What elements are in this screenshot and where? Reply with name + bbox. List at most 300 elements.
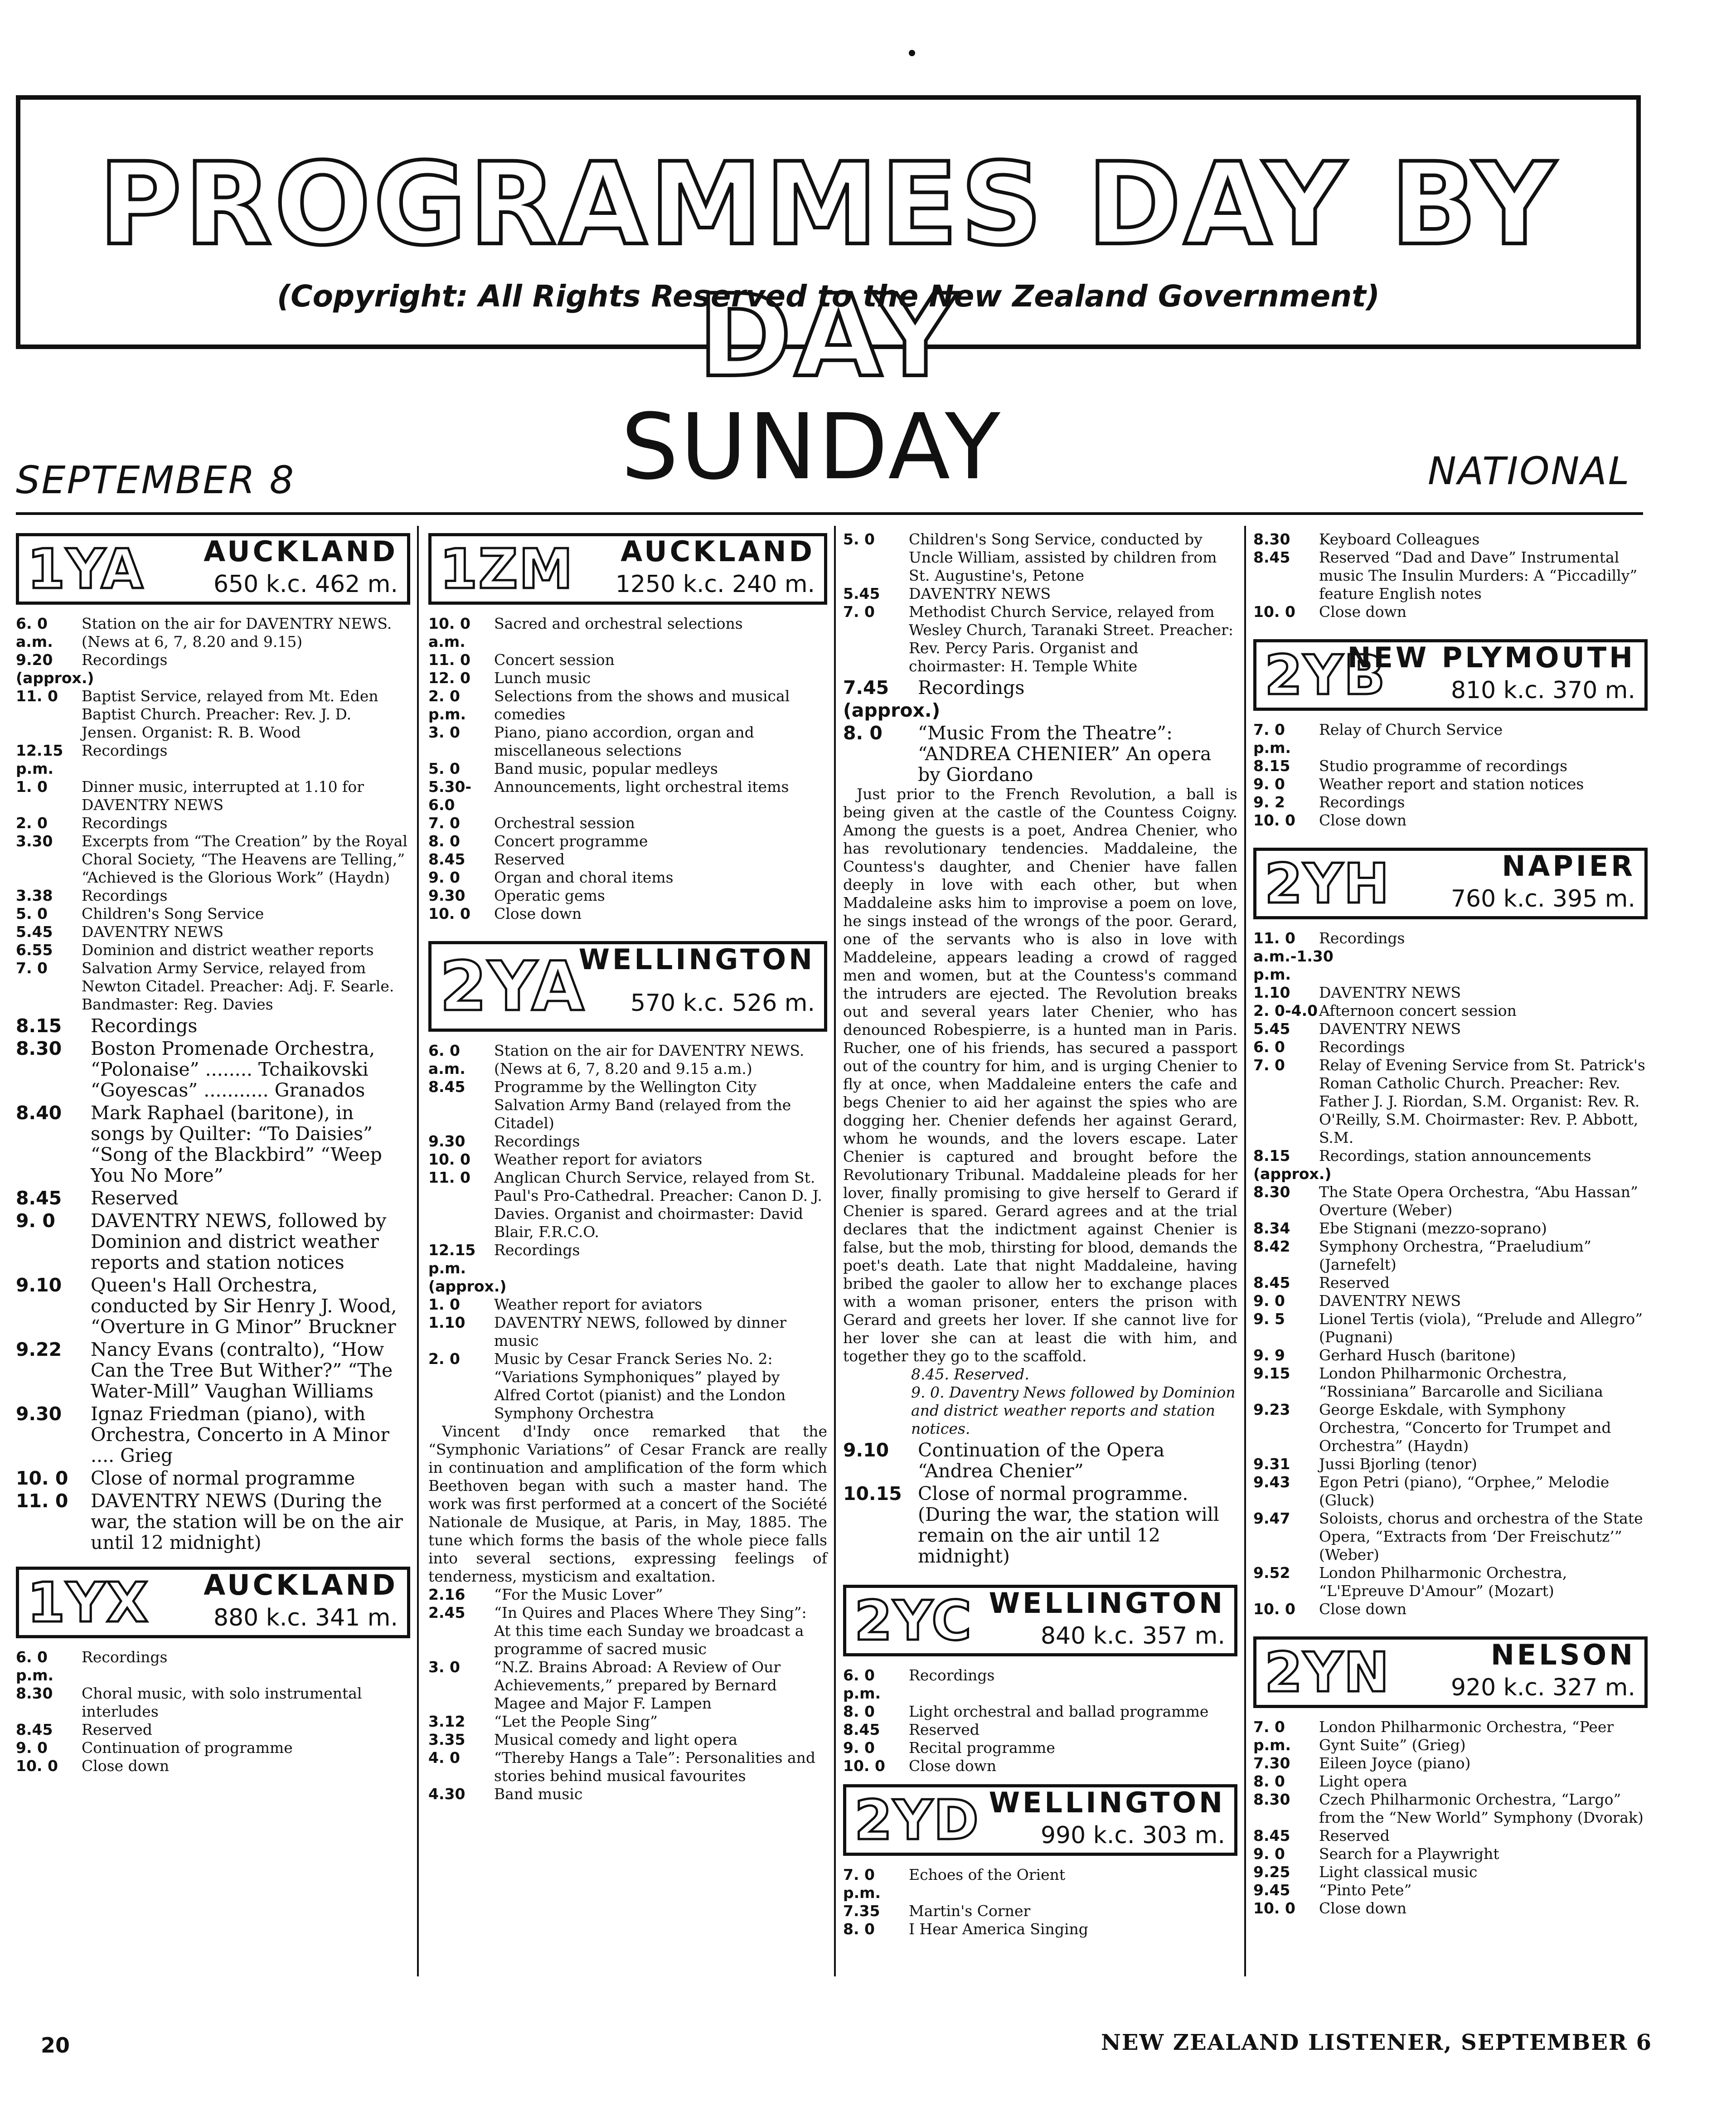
schedule-entry xyxy=(428,687,827,723)
schedule-entry xyxy=(1253,1564,1648,1600)
entry-time: 8.34 xyxy=(1253,1219,1290,1237)
page-number: 20 xyxy=(41,2033,70,2058)
entry-description: London Philharmonic Orchestra, “L'Epreuve D'Amour” (Mozart) xyxy=(1319,1564,1567,1600)
schedule-1ya xyxy=(16,615,410,1014)
entry-description: Recordings xyxy=(918,677,1025,699)
copyright-notice: (Copyright: All Rights Reserved to the New Zealand Government) xyxy=(277,279,1380,314)
entry-description: Egon Petri (piano), “Orphee,” Melodie (Gluck) xyxy=(1319,1473,1610,1509)
schedule-1ya-evening xyxy=(16,1015,410,1553)
entry-time: 7. 0 p.m. xyxy=(1253,1718,1291,1754)
schedule-entry xyxy=(428,778,827,814)
entry-time: 9.22 xyxy=(16,1339,62,1360)
entry-description: DAVENTRY NEWS xyxy=(1319,1292,1461,1310)
entry-time: 7. 0 p.m. xyxy=(843,1866,881,1902)
schedule-entry xyxy=(428,1132,827,1150)
entry-description: Reserved xyxy=(909,1721,980,1738)
schedule-entry xyxy=(1253,1881,1648,1899)
entry-description: “In Quires and Places Where They Sing”: At this time each Sunday we broadcast a programme of sacred music xyxy=(494,1604,807,1658)
entry-description: I Hear America Singing xyxy=(909,1920,1088,1938)
entry-description: Recordings xyxy=(82,887,168,904)
schedule-entry xyxy=(428,723,827,760)
entry-description: Close down xyxy=(494,905,582,922)
entry-description: “N.Z. Brains Abroad: A Review of Our Achievements,” prepared by Bernard Magee and Major F. Lampen xyxy=(494,1658,781,1712)
schedule-entry xyxy=(16,1275,410,1337)
entry-description: Salvation Army Service, relayed from Newton Citadel. Preacher: Adj. F. Searle. Bandmaster: Reg. Davies xyxy=(82,959,394,1013)
entry-description: Recordings xyxy=(909,1666,995,1684)
entry-time: 9.20 xyxy=(16,651,53,669)
date-label: SEPTEMBER 8 xyxy=(16,458,296,502)
schedule-2ya-opera xyxy=(843,677,1237,785)
entry-description: Light classical music xyxy=(1319,1863,1478,1881)
station-city: AUCKLAND xyxy=(621,535,815,568)
schedule-entry xyxy=(428,832,827,850)
entry-time: 3.38 xyxy=(16,887,53,904)
station-call-sign: 2YC xyxy=(854,1590,973,1653)
station-frequency: 650 k.c. 462 m. xyxy=(213,571,398,598)
schedule-entry xyxy=(16,1721,410,1739)
entry-time: 11. 0 xyxy=(428,651,470,669)
schedule-entry xyxy=(843,1483,1237,1567)
entry-time: 11. 0 a.m.-1.30 p.m. xyxy=(1253,929,1334,983)
schedule-entry xyxy=(16,1038,410,1101)
entry-description: Close down xyxy=(1319,1600,1407,1618)
entry-description: Station on the air for DAVENTRY NEWS. (News at 6, 7, 8.20 and 9.15) xyxy=(82,615,392,650)
entry-description: DAVENTRY NEWS (During the war, the station will be on the air until 12 midnight) xyxy=(91,1490,403,1553)
entry-time: 8. 0 xyxy=(843,722,883,744)
schedule-entry xyxy=(843,1739,1237,1757)
station-city: AUCKLAND xyxy=(204,1568,398,1602)
entry-description: Recordings xyxy=(91,1015,198,1037)
entry-time: 9.30 xyxy=(16,1403,62,1425)
entry-time: 9.10 xyxy=(843,1439,889,1461)
opera-synopsis: Just prior to the French Revolution, a ball is being given at the castle of the Countess Coigny. Among the guests is a poet, Andrea Chenier, who has revolutionary tendencies. Maddaleine, the Countess's daughter, and Chenier have fallen deeply in love with each other, but when Maddaleine asks him to improvise a poem on love, he sings instead of the wrongs of the poor. Gerard, one of the servants who is also in love with Maddeleine, appears leading a crowd of ragged men and women, but at the Countess's command the intruders are ejected. The Revolution breaks out and several years later Chenier, who has denounced Robespierre, is a hunted man in Paris. Rucher, one of his friends, has secured a passport out of the country for him, and is urging Chenier to fly at once, when Maddaleine enters the cafe and begs Chenier to aid her against the spies who are dogging her. Chenier defends her against Gerard, whom he wounds, and the lovers escape. Later Chenier is captured and brought before the Revolutionary Tribunal. Maddaleine pleads for her lover, finally promising to give herself to Gerard if Chenier is spared. Gerard agrees and at the trial declares that the indictment against Chenier is false, but the mob, thirsting for blood, demands the poet's death. Late that night Maddaleine, having bribed the gaoler to allow her to exchange places with a woman prisoner, enters the prison with Gerard and greets her lover. If she cannot live for her lover she can at least die with him, and together they go to the scaffold. xyxy=(843,785,1237,1365)
entry-description: Reserved xyxy=(1319,1827,1390,1844)
schedule-entry xyxy=(1253,1292,1648,1310)
entry-time: 10.15 xyxy=(843,1483,902,1505)
schedule-entry xyxy=(1253,1455,1648,1473)
entry-time: 7. 0 xyxy=(1253,1056,1285,1074)
entry-time: 10. 0 xyxy=(843,1757,885,1775)
station-call-sign: 2YD xyxy=(854,1789,980,1852)
schedule-entry xyxy=(428,1350,827,1422)
entry-description: Lunch music xyxy=(494,669,591,687)
entry-description: Concert session xyxy=(494,651,615,669)
entry-description: Recordings xyxy=(494,1132,580,1150)
schedule-entry xyxy=(428,1169,827,1241)
entry-time: 11. 0 xyxy=(16,1490,68,1512)
entry-time: 8.30 xyxy=(1253,1791,1290,1808)
entry-time: 3.35 xyxy=(428,1731,466,1748)
schedule-entry xyxy=(16,959,410,1014)
station-call-sign: 1ZM xyxy=(440,538,574,601)
schedule-entry xyxy=(843,1920,1237,1938)
entry-description: Reserved xyxy=(82,1721,152,1738)
schedule-2ya-afternoon xyxy=(428,1586,827,1803)
entry-description: Station on the air for DAVENTRY NEWS. (News at 6, 7, 8.20 and 9.15 a.m.) xyxy=(494,1042,805,1077)
schedule-entry xyxy=(843,1902,1237,1920)
entry-time: 9. 0 xyxy=(843,1739,875,1757)
schedule-entry xyxy=(1253,775,1648,793)
entry-description: Keyboard Colleagues xyxy=(1319,530,1480,548)
printer-dot xyxy=(909,50,915,56)
entry-description: Close down xyxy=(1319,1899,1407,1917)
entry-description xyxy=(82,669,410,687)
entry-time: 9. 9 xyxy=(1253,1346,1285,1364)
entry-description xyxy=(918,700,1237,721)
entry-description: DAVENTRY NEWS xyxy=(1319,1020,1461,1038)
schedule-entry xyxy=(1253,1473,1648,1509)
page-title: PROGRAMMES DAY BY DAY xyxy=(98,138,1558,402)
entry-description: Recordings xyxy=(1319,929,1405,947)
schedule-entry xyxy=(428,905,827,923)
entry-time: 8. 0 xyxy=(428,832,460,850)
entry-time: 1.10 xyxy=(428,1314,466,1331)
entry-time: 7. 0 xyxy=(428,814,460,832)
entry-time: 11. 0 xyxy=(16,687,58,705)
schedule-entry xyxy=(1253,1364,1648,1401)
entry-description: DAVENTRY NEWS xyxy=(82,923,224,941)
column-rule xyxy=(834,526,836,1976)
entry-time: 3. 0 xyxy=(428,723,460,741)
entry-time: 10. 0 xyxy=(1253,603,1295,621)
entry-time: 9. 0 xyxy=(1253,775,1285,793)
entry-time: 8.45 xyxy=(16,1187,62,1209)
schedule-entry xyxy=(1253,793,1648,811)
schedule-2yh xyxy=(1253,929,1648,1618)
entry-description: Light opera xyxy=(1319,1772,1407,1790)
station-box-2yh xyxy=(1253,848,1648,919)
station-frequency: 840 k.c. 357 m. xyxy=(1040,1622,1225,1650)
entry-time: 6. 0 p.m. xyxy=(16,1648,54,1684)
entry-description: Dominion and district weather reports xyxy=(82,941,374,959)
entry-description: Czech Philharmonic Orchestra, “Largo” from the “New World” Symphony (Dvorak) xyxy=(1319,1791,1644,1826)
entry-time: 8. 0 xyxy=(1253,1772,1285,1790)
column-rule xyxy=(1244,526,1246,1976)
schedule-entry xyxy=(1253,1509,1648,1564)
entry-time: 8.45 xyxy=(1253,1827,1290,1844)
entry-description: DAVENTRY NEWS xyxy=(909,585,1051,602)
entry-time: 9.23 xyxy=(1253,1401,1290,1418)
entry-time: 12.15 p.m. xyxy=(16,742,63,777)
title-banner xyxy=(16,95,1641,402)
entry-time: (approx.) xyxy=(843,699,941,721)
station-frequency: 880 k.c. 341 m. xyxy=(213,1604,398,1631)
station-box-1zm xyxy=(428,533,827,605)
station-city: NAPIER xyxy=(1502,849,1635,883)
entry-time: 9.30 xyxy=(428,887,466,904)
entry-time: 2. 0 p.m. xyxy=(428,687,466,723)
entry-time: 8. 0 xyxy=(843,1703,875,1720)
entry-description: George Eskdale, with Symphony Orchestra, “Concerto for Trumpet and Orchestra” (Haydn) xyxy=(1319,1401,1611,1455)
column-rule xyxy=(417,526,419,1976)
station-frequency: 570 k.c. 526 m. xyxy=(630,990,815,1017)
station-frequency: 990 k.c. 303 m. xyxy=(1040,1822,1225,1849)
entry-time: 8.45 xyxy=(428,850,466,868)
schedule-2yc xyxy=(843,1666,1237,1775)
entry-time: 8.30 xyxy=(16,1684,53,1702)
station-call-sign: 2YN xyxy=(1265,1641,1390,1704)
entry-description: Soloists, chorus and orchestra of the State Opera, “Extracts from ‘Der Freischutz’” (Weber) xyxy=(1319,1509,1643,1563)
entry-time: 10. 0 xyxy=(428,905,470,922)
schedule-2ya-evening xyxy=(843,530,1237,675)
schedule-entry xyxy=(1253,1147,1648,1183)
schedule-entry xyxy=(1253,1791,1648,1827)
entry-description: Recordings xyxy=(82,1648,168,1666)
schedule-entry xyxy=(843,1866,1237,1902)
entry-description: Music by Cesar Franck Series No. 2: “Variations Symphoniques” played by Alfred Cortot (pianist) and the London Symphony Orchestra xyxy=(494,1350,786,1422)
entry-description: Recordings, station announcements xyxy=(1319,1147,1591,1165)
network-label: NATIONAL xyxy=(1428,449,1631,493)
schedule-entry xyxy=(16,1648,410,1684)
column-4 xyxy=(1253,530,1648,1917)
franck-note: Vincent d'Indy once remarked that the “Symphonic Variations” of Cesar Franck are really in continuation and amplification of the form which Beethoven began with such a master hand. The work was first performed at a concert of the Société Nationale de Musique, at Paris, in May, 1885. The tune which forms the basis of the whole piece falls into several sections, expressing feelings of tenderness, mysticism and exaltation. xyxy=(428,1422,827,1585)
entry-description: Ignaz Friedman (piano), with Orchestra, Concerto in A Minor .... Grieg xyxy=(91,1403,389,1466)
schedule-entry xyxy=(16,1188,410,1209)
schedule-entry xyxy=(16,1102,410,1186)
entry-time: 2. 0 xyxy=(16,814,48,832)
schedule-2yd-continued xyxy=(1253,530,1648,621)
schedule-entry xyxy=(428,1658,827,1713)
entry-description: Continuation of the Opera “Andrea Chenier” xyxy=(918,1439,1165,1482)
entry-description: Recordings xyxy=(1319,793,1405,811)
entry-description: “Let the People Sing” xyxy=(494,1713,658,1730)
schedule-entry xyxy=(16,651,410,669)
schedule-entry xyxy=(16,1490,410,1553)
schedule-entry xyxy=(16,1015,410,1036)
entry-description: Sacred and orchestral selections xyxy=(494,615,743,632)
entry-description: Orchestral session xyxy=(494,814,635,832)
schedule-entry xyxy=(428,887,827,905)
schedule-entry xyxy=(16,1210,410,1273)
entry-time: 1.10 xyxy=(1253,984,1290,1001)
schedule-entry xyxy=(16,887,410,905)
column-3 xyxy=(843,530,1237,1938)
entry-description: Echoes of the Orient xyxy=(909,1866,1066,1883)
entry-time: 5.45 xyxy=(1253,1020,1290,1038)
schedule-entry xyxy=(1253,1772,1648,1791)
schedule-entry xyxy=(16,615,410,651)
schedule-entry xyxy=(428,1314,827,1350)
schedule-entry xyxy=(428,869,827,887)
entry-description: Choral music, with solo instrumental interludes xyxy=(82,1684,362,1720)
schedule-entry xyxy=(1253,757,1648,775)
schedule-2ya-late xyxy=(843,1440,1237,1567)
station-box-2yc xyxy=(843,1585,1237,1656)
schedule-entry xyxy=(843,585,1237,603)
schedule-entry xyxy=(843,677,1237,698)
entry-description: Close down xyxy=(1319,811,1407,829)
entry-description: Gerhard Husch (baritone) xyxy=(1319,1346,1516,1364)
entry-description: Recordings xyxy=(494,1241,580,1259)
entry-description: Relay of Evening Service from St. Patrick's Roman Catholic Church. Preacher: Rev. Father J. J. Riordan, S.M. Organist: Rev. R. O'Reilly, S.M. Choirmaster: Rev. P. Abbott, S.M. xyxy=(1319,1056,1645,1146)
entry-description: Children's Song Service xyxy=(82,905,264,922)
entry-time: 9.52 xyxy=(1253,1564,1290,1582)
schedule-entry xyxy=(1253,1600,1648,1618)
entry-description: DAVENTRY NEWS xyxy=(1319,984,1461,1001)
entry-description: Recordings xyxy=(1319,1038,1405,1056)
entry-time: (approx.) xyxy=(16,669,94,687)
schedule-entry xyxy=(16,1403,410,1466)
schedule-entry xyxy=(1253,530,1648,548)
station-city: WELLINGTON xyxy=(989,1587,1225,1620)
entry-description: Children's Song Service, conducted by Uncle William, assisted by children from St. Augustine's, Petone xyxy=(909,530,1217,584)
schedule-entry xyxy=(1253,811,1648,830)
entry-description: Mark Raphael (baritone), in songs by Quilter: “To Daisies” “Song of the Blackbird” “Weep You No More” xyxy=(91,1102,382,1186)
entry-time: 9.31 xyxy=(1253,1455,1290,1473)
entry-description: Anglican Church Service, relayed from St. Paul's Pro-Cathedral. Preacher: Canon D. J. Davies. Organist and choirmaster: David Blair, F.R.C.O. xyxy=(494,1169,822,1241)
station-frequency: 920 k.c. 327 m. xyxy=(1450,1674,1635,1701)
schedule-entry xyxy=(16,1468,410,1489)
entry-time: 8.45 xyxy=(428,1078,466,1096)
schedule-entry xyxy=(428,814,827,832)
schedule-2yn xyxy=(1253,1718,1648,1917)
entry-description: Announcements, light orchestral items xyxy=(494,778,789,796)
entry-time: 2.16 xyxy=(428,1586,466,1603)
schedule-entry xyxy=(1253,1274,1648,1292)
entry-description: Programme by the Wellington City Salvation Army Band (relayed from the Citadel) xyxy=(494,1078,791,1132)
entry-time: 9. 5 xyxy=(1253,1310,1285,1328)
schedule-entry xyxy=(16,669,410,687)
entry-time: 5.45 xyxy=(16,923,53,941)
entry-description: Weather report and station notices xyxy=(1319,775,1584,793)
entry-time: 10. 0 xyxy=(1253,1899,1295,1917)
entry-time: 4. 0 xyxy=(428,1749,460,1767)
entry-time: 8.15 xyxy=(1253,757,1290,775)
schedule-entry xyxy=(1253,1863,1648,1881)
schedule-entry xyxy=(843,1440,1237,1481)
schedule-entry xyxy=(1253,1845,1648,1863)
entry-description: Band music, popular medleys xyxy=(494,760,718,777)
entry-time: 6. 0 a.m. xyxy=(16,615,53,650)
station-frequency: 1250 k.c. 240 m. xyxy=(615,571,815,598)
entry-description: Concert programme xyxy=(494,832,648,850)
entry-description: Piano, piano accordion, organ and miscellaneous selections xyxy=(494,723,754,759)
header-rule xyxy=(16,512,1643,515)
schedule-entry xyxy=(16,941,410,959)
entry-description: Relay of Church Service xyxy=(1319,721,1503,738)
entry-time: 5. 0 xyxy=(16,905,48,922)
schedule-entry xyxy=(16,814,410,832)
entry-time: 11. 0 xyxy=(428,1169,470,1186)
entry-description: Reserved xyxy=(494,850,565,868)
opera-interval-2: 9. 0. Daventry News followed by Dominion and district weather reports and station notices. xyxy=(911,1383,1236,1437)
schedule-entry xyxy=(428,1296,827,1314)
entry-time: 8.45 xyxy=(16,1721,53,1738)
entry-time: 5. 0 xyxy=(428,760,460,777)
entry-time: 8.15 xyxy=(16,1015,62,1037)
entry-description: “Music From the Theatre”: “ANDREA CHENIER” An opera by Giordano xyxy=(918,722,1212,786)
entry-time: 8.45 xyxy=(843,1721,880,1738)
entry-time: 9.47 xyxy=(1253,1509,1290,1527)
schedule-entry xyxy=(428,651,827,669)
entry-description: “Thereby Hangs a Tale”: Personalities and stories behind musical favourites xyxy=(494,1749,816,1785)
station-box-2yb xyxy=(1253,639,1648,711)
schedule-entry xyxy=(843,1703,1237,1721)
entry-time: 7. 0 xyxy=(843,603,875,621)
entry-description xyxy=(494,1277,827,1296)
schedule-2yd xyxy=(843,1866,1237,1938)
schedule-entry xyxy=(428,1078,827,1132)
entry-time: 7.45 xyxy=(843,677,889,699)
schedule-entry xyxy=(428,1586,827,1604)
station-call-sign: 1YX xyxy=(27,1572,149,1635)
schedule-entry xyxy=(428,1713,827,1731)
entry-description: Organ and choral items xyxy=(494,869,674,886)
entry-time: 9. 0 xyxy=(16,1210,55,1232)
entry-description: Afternoon concert session xyxy=(1319,1002,1517,1019)
schedule-entry xyxy=(428,760,827,778)
entry-time: 9. 0 xyxy=(428,869,460,886)
entry-description: Close down xyxy=(82,1757,170,1775)
station-call-sign: 2YA xyxy=(440,947,585,1026)
entry-time: 2.45 xyxy=(428,1604,466,1621)
entry-time: 6.55 xyxy=(16,941,53,959)
entry-time: 3. 0 xyxy=(428,1658,460,1676)
entry-time: 8.40 xyxy=(16,1102,62,1124)
schedule-entry xyxy=(1253,721,1648,757)
entry-description: Close down xyxy=(1319,603,1407,621)
schedule-entry xyxy=(1253,1827,1648,1845)
station-box-2ya xyxy=(428,941,827,1032)
column-1 xyxy=(16,530,410,1775)
schedule-entry xyxy=(1253,1020,1648,1038)
entry-description: Operatic gems xyxy=(494,887,605,904)
entry-description: Selections from the shows and musical comedies xyxy=(494,687,790,723)
entry-time: 8.30 xyxy=(1253,1183,1290,1201)
schedule-entry xyxy=(843,1666,1237,1703)
entry-time: 8. 0 xyxy=(843,1920,875,1938)
entry-time: 9.10 xyxy=(16,1274,62,1296)
entry-time: 9. 0 xyxy=(1253,1292,1285,1310)
schedule-entry xyxy=(1253,1219,1648,1238)
entry-time: 10. 0 xyxy=(16,1467,68,1489)
entry-description: Weather report for aviators xyxy=(494,1150,703,1168)
entry-time: 7. 0 xyxy=(16,959,48,977)
schedule-entry xyxy=(428,850,827,869)
schedule-entry xyxy=(428,1277,827,1296)
entry-time: 6. 0 p.m. xyxy=(843,1666,881,1702)
schedule-entry xyxy=(16,905,410,923)
schedule-entry xyxy=(843,723,1237,785)
schedule-entry xyxy=(16,1739,410,1757)
entry-time: 10. 0 xyxy=(1253,1600,1295,1618)
entry-time: 1. 0 xyxy=(16,778,48,796)
schedule-entry xyxy=(1253,1754,1648,1772)
entry-description: Jussi Bjorling (tenor) xyxy=(1319,1455,1477,1473)
station-frequency: 760 k.c. 395 m. xyxy=(1450,885,1635,912)
entry-time: 4.30 xyxy=(428,1785,466,1803)
entry-description: The State Opera Orchestra, “Abu Hassan” Overture (Weber) xyxy=(1319,1183,1638,1219)
entry-time: 9.25 xyxy=(1253,1863,1290,1881)
schedule-entry xyxy=(428,669,827,687)
entry-time: 2. 0-4.0 xyxy=(1253,1002,1318,1019)
entry-time: 12.15 p.m. xyxy=(428,1241,476,1277)
entry-description: DAVENTRY NEWS, followed by dinner music xyxy=(494,1314,787,1349)
schedule-entry xyxy=(16,687,410,742)
entry-description: Queen's Hall Orchestra, conducted by Sir Henry J. Wood, “Overture in G Minor” Bruckner xyxy=(91,1274,397,1338)
entry-description: Recordings xyxy=(82,814,168,832)
footer-credit: NEW ZEALAND LISTENER, SEPTEMBER 6 xyxy=(1101,2030,1652,2055)
station-box-2yd xyxy=(843,1784,1237,1856)
schedule-entry xyxy=(428,1604,827,1658)
entry-description: Recital programme xyxy=(909,1739,1055,1757)
station-city: NELSON xyxy=(1491,1638,1635,1671)
entry-time: 10. 0 a.m. xyxy=(428,615,470,650)
opera-interval-1: 8.45. Reserved. xyxy=(911,1365,1029,1383)
entry-time: 9. 0 xyxy=(1253,1845,1285,1863)
schedule-entry xyxy=(16,1339,410,1402)
schedule-entry xyxy=(16,742,410,778)
